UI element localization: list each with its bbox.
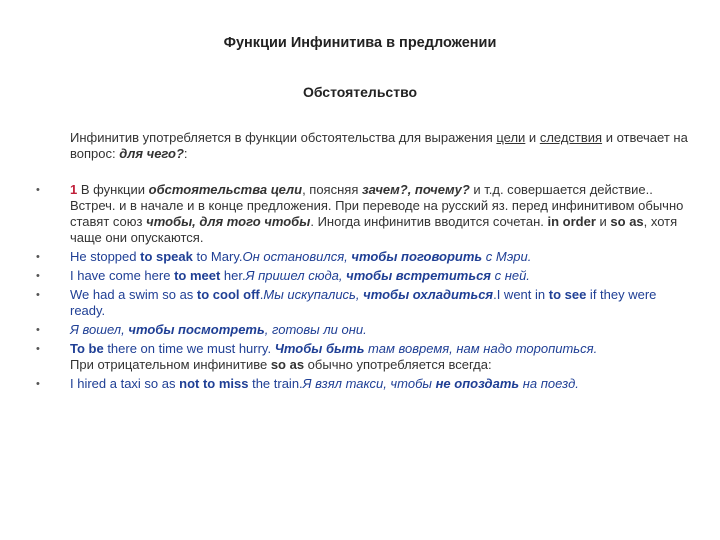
list-item xyxy=(36,268,686,284)
russian-translation: Я вошел, xyxy=(70,322,129,337)
list-item xyxy=(36,322,686,338)
intro-text: и отвечает на вопрос: xyxy=(70,130,688,161)
list-item xyxy=(36,376,686,392)
russian-emphasis: чтобы посмотреть xyxy=(128,322,265,337)
russian-translation: на поезд. xyxy=(519,376,579,391)
russian-translation: Мы искупались, xyxy=(263,287,364,302)
english-text: the train. xyxy=(248,376,303,391)
russian-translation: там вовремя, нам надо торопиться. xyxy=(364,341,598,356)
item-text: В функции xyxy=(77,182,149,197)
intro-text: Инфинитив употребляется в функции обстоятельства для выражения xyxy=(70,130,497,145)
russian-translation: Я взял такси, чтобы xyxy=(302,376,436,391)
note-emphasis: so as xyxy=(270,357,305,372)
bullet: • xyxy=(36,270,40,282)
russian-translation: Я пришел сюда, xyxy=(245,268,347,283)
intro-text: : xyxy=(183,146,188,161)
english-infinitive: to meet xyxy=(174,268,221,283)
item-text: , хотя чаще они опускаются. xyxy=(70,214,678,245)
english-infinitive: to speak xyxy=(140,249,193,264)
english-text: if they were ready. xyxy=(70,287,657,318)
bullet: • xyxy=(36,343,40,355)
intro-underline-consequence: следствия xyxy=(539,130,603,145)
bullet: • xyxy=(36,251,40,263)
bullet: • xyxy=(36,378,40,390)
english-text: there on time we must hurry. xyxy=(103,341,275,356)
english-text: to Mary. xyxy=(192,249,243,264)
item-text: . Иногда инфинитив вводится сочетан. xyxy=(310,214,548,229)
item-emphasis: обстоятельства цели xyxy=(148,182,303,197)
russian-translation: с ней. xyxy=(490,268,530,283)
item-text: и xyxy=(595,214,611,229)
english-text: He stopped xyxy=(70,249,141,264)
english-text: I have come here xyxy=(70,268,175,283)
russian-emphasis: чтобы встретиться xyxy=(346,268,491,283)
english-text: her. xyxy=(220,268,246,283)
intro-text: и xyxy=(525,130,540,145)
list-item xyxy=(36,341,686,373)
english-infinitive: to cool off xyxy=(196,287,260,302)
item-text: , поясняя xyxy=(302,182,362,197)
english-infinitive: not to miss xyxy=(179,376,249,391)
list-item xyxy=(36,287,686,319)
bullet: • xyxy=(36,289,40,301)
russian-translation: , готовы ли они. xyxy=(264,322,367,337)
russian-emphasis: не опоздать xyxy=(435,376,520,391)
list-item xyxy=(36,249,686,265)
english-text: I hired a taxi so as xyxy=(70,376,180,391)
item-number: 1 xyxy=(70,182,78,197)
english-text: .I went in xyxy=(493,287,549,302)
slide-subtitle: Обстоятельство xyxy=(302,84,418,100)
russian-translation: Он остановился, xyxy=(242,249,352,264)
note-text: обычно употребляется всегда: xyxy=(304,357,492,372)
english-infinitive: To be xyxy=(70,341,104,356)
intro-underline-purpose: цели xyxy=(496,130,526,145)
intro-paragraph xyxy=(70,130,690,162)
item-text: и т.д. совершается действие.. Встреч. и в начале и в конце предложения. При переводе на русский яз. перед инфинитивом обычно ставят союз xyxy=(70,182,684,229)
bullet: • xyxy=(36,184,40,196)
english-text: . xyxy=(259,287,264,302)
item-emphasis: in order xyxy=(547,214,596,229)
english-infinitive: to see xyxy=(548,287,587,302)
russian-emphasis: чтобы поговорить xyxy=(351,249,483,264)
item-emphasis: чтобы, для того чтобы xyxy=(146,214,311,229)
item-emphasis: зачем?, почему? xyxy=(361,182,470,197)
item-emphasis: so as xyxy=(610,214,644,229)
bullet: • xyxy=(36,324,40,336)
note-text: При отрицательном инфинитиве xyxy=(70,357,271,372)
russian-translation: с Мэри. xyxy=(482,249,532,264)
list-item xyxy=(36,182,686,246)
english-text: We had a swim so as xyxy=(70,287,197,302)
russian-emphasis: чтобы охладиться xyxy=(363,287,494,302)
intro-question: для чего? xyxy=(119,146,184,161)
slide-title: Функции Инфинитива в предложении xyxy=(223,35,497,51)
examples-list xyxy=(36,182,686,395)
russian-emphasis: Чтобы быть xyxy=(274,341,365,356)
